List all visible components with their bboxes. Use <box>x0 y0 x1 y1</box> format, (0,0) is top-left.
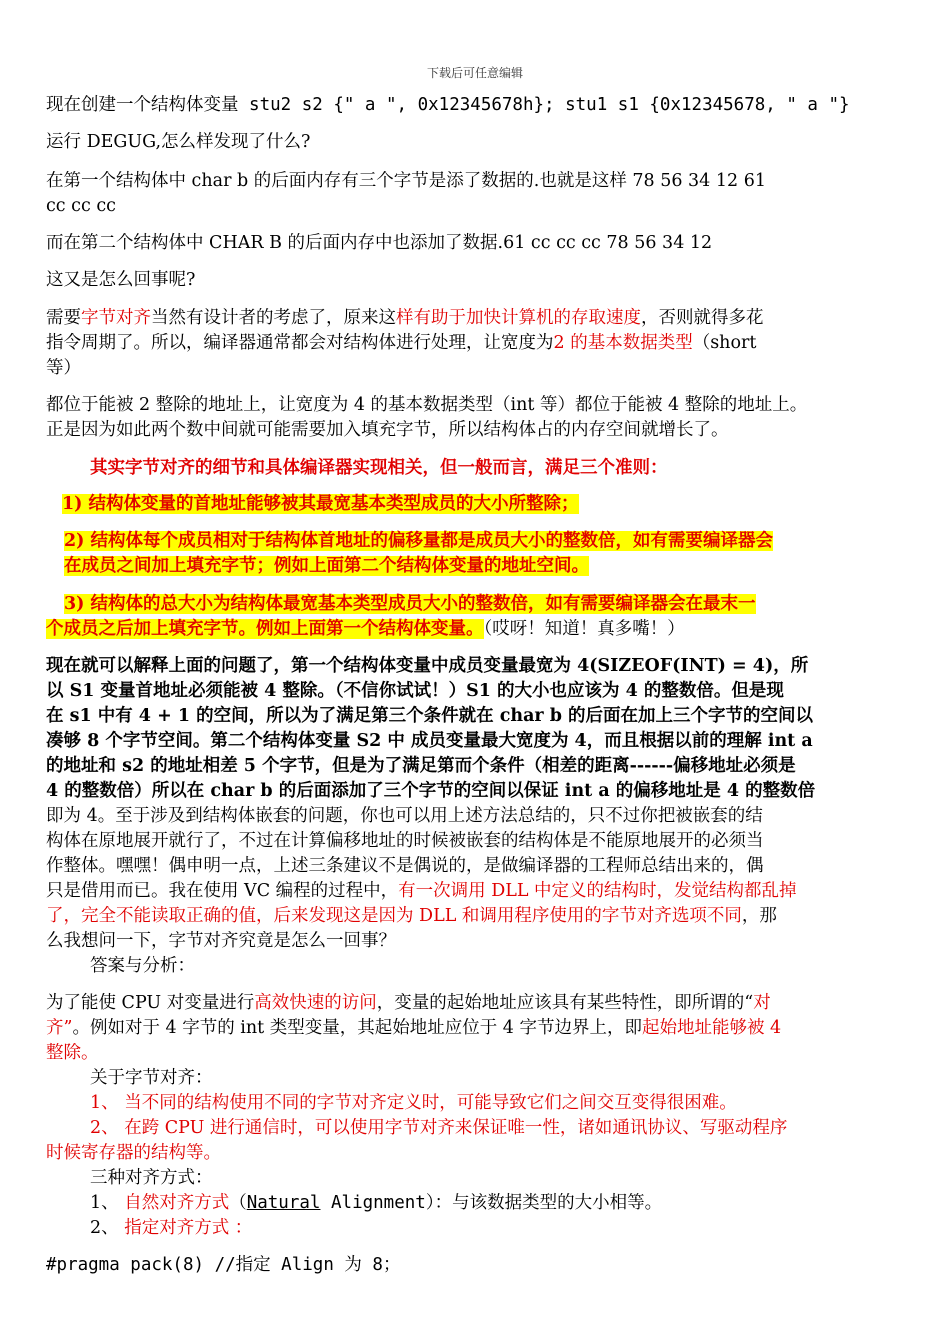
text-line <box>90 1116 908 1140</box>
text-line <box>46 194 908 218</box>
emphasis-run: 高效快速的访问 <box>254 993 377 1013</box>
text-line <box>90 1166 908 1190</box>
text-line <box>46 754 908 778</box>
emphasis-run: 1、 当不同的结构使用不同的字节对齐定义时，可能导致它们之间交互变得很困难。 <box>90 1093 737 1113</box>
highlighted-run: 在成员之间加上填充字节；例如上面第二个结构体变量的地址空间。 <box>64 556 589 576</box>
emphasis-run: 样有助于加快计算机的存取速度 <box>396 308 641 328</box>
text-line <box>46 654 908 678</box>
text-line <box>46 991 908 1015</box>
text-run: ，否则就得多花 <box>641 308 764 328</box>
text-line <box>90 1091 908 1115</box>
text-run: ，变量的起始地址应该具有某些特性，即所谓的“ <box>376 993 754 1013</box>
emphasis-run: 齐” <box>46 1018 73 1038</box>
text-run: #pragma pack(8) //指定 Align 为 8； <box>46 1255 401 1275</box>
text-line <box>46 169 908 193</box>
highlighted-run: 2) 结构体每个成员相对于结构体首地址的偏移量都是成员大小的整数倍，如有需要编译器会 <box>64 531 774 551</box>
emphasis-run: 时候寄存器的结构等。 <box>46 1143 221 1163</box>
rule-3-cont <box>46 617 908 641</box>
text-run: 凑够 8 个字节空间。第二个结构体变量 S2 中 成员变量最大宽度为 4，而且根据以前的理解 int a <box>46 731 813 751</box>
text-line <box>46 1141 908 1165</box>
text-line <box>90 1191 908 1215</box>
text-line <box>90 1216 908 1240</box>
text-run: 的地址和 s2 的地址相差 5 个字节，但是为了满足第而个条件（相差的距离------偏移地址必须是 <box>46 756 796 776</box>
emphasis-run: 指定对齐方式 ： <box>124 1218 253 1238</box>
rule-3 <box>64 592 908 616</box>
highlighted-run: 1) 结构体变量的首地址能够被其最宽基本类型成员的大小所整除； <box>62 494 579 514</box>
text-line <box>90 954 908 978</box>
text-run: 都位于能被 2 整除的地址上，让宽度为 4 的基本数据类型（int 等）都位于能被 4 整除的地址上。 <box>46 395 808 415</box>
text-run: （short <box>692 333 757 353</box>
text-line <box>46 929 908 953</box>
underlined-run: Natural <box>246 1193 321 1213</box>
text-run: 构体在原地展开就行了，不过在计算偏移地址的时候被嵌套的结构体是不能原地展开的必须当 <box>46 831 764 851</box>
text-run: 以 S1 变量首地址必须能被 4 整除。（不信你试试！）S1 的大小也应该为 4 的整数倍。但是现 <box>46 681 784 701</box>
text-run: Alignment）：与该数据类型的大小相等。 <box>320 1193 663 1213</box>
text-run: ，那 <box>741 906 777 926</box>
text-run: 关于字节对齐： <box>90 1068 213 1088</box>
text-run: 正是因为如此两个数中间就可能需要加入填充字节，所以结构体占的内存空间就增长了。 <box>46 420 729 440</box>
text-line <box>46 268 908 292</box>
text-line <box>90 1066 908 1090</box>
text-run: 其实字节对齐的细节和具体编译器实现相关，但一般而言，满足三个准则： <box>90 458 668 478</box>
text-line <box>46 854 908 878</box>
text-line <box>46 130 908 154</box>
text-run: 在第一个结构体中 char b 的后面内存有三个字节是添了数据的.也就是这样 78 56 34 12 61 <box>46 171 766 191</box>
text-run: 指令周期了。所以，编译器通常都会对结构体进行处理，让宽度为 <box>46 333 554 353</box>
code-line <box>46 1253 908 1277</box>
text-run: 答案与分析： <box>90 956 195 976</box>
rule-2 <box>64 529 908 553</box>
text-line <box>46 704 908 728</box>
text-line <box>46 829 908 853</box>
text-run: 2、 <box>90 1218 125 1238</box>
highlighted-run: 3) 结构体的总大小为结构体最宽基本类型成员大小的整数倍，如有需要编译器会在最末一 <box>64 594 756 614</box>
page-header: 下载后可任意编辑 <box>426 66 523 80</box>
text-run: 当然有设计者的考虑了，原来这 <box>151 308 396 328</box>
emphasis-run: 对 <box>753 993 771 1013</box>
text-run: 需要 <box>46 308 81 328</box>
text-run: 。例如对于 4 字节的 int 类型变量，其起始地址应位于 4 字节边界上，即 <box>72 1018 642 1038</box>
text-run: 作整体。嘿嘿！偶申明一点，上述三条建议不是偶说的，是做编译器的工程师总结出来的，偶 <box>46 856 764 876</box>
text-line <box>46 879 908 903</box>
emphasis-run: 起始地址能够被 4 <box>642 1018 782 1038</box>
text-line <box>46 356 908 380</box>
text-run: 只是借用而已。我在使用 VC 编程的过程中， <box>46 881 399 901</box>
emphasis-run: 字节对齐 <box>81 308 151 328</box>
emphasis-run: 2、 在跨 CPU 进行通信时，可以使用字节对齐来保证唯一性，诸如通讯协议、写驱动程序 <box>90 1118 788 1138</box>
text-run: 三种对齐方式： <box>90 1168 213 1188</box>
emphasis-run: 2 的基本数据类型 <box>553 333 693 353</box>
text-run: 运行 DEGUG,怎么样发现了什么? <box>46 132 311 152</box>
text-run: （ <box>229 1193 247 1213</box>
text-line <box>46 1041 908 1065</box>
text-line <box>46 231 908 255</box>
text-line <box>46 679 908 703</box>
text-line <box>46 393 908 417</box>
text-line <box>46 306 908 330</box>
text-run: 在 s1 中有 4 + 1 的空间，所以为了满足第三个条件就在 char b 的后面在加上三个字节的空间以 <box>46 706 814 726</box>
text-run: 1、 <box>90 1193 125 1213</box>
emphasis-run: 整除。 <box>46 1043 99 1063</box>
text-run: 么我想问一下，字节对齐究竟是怎么一回事？ <box>46 931 396 951</box>
rule-intro <box>90 456 908 480</box>
text-run: 等） <box>46 358 81 378</box>
text-line <box>46 779 908 803</box>
emphasis-run: 自然对齐方式 <box>124 1193 230 1213</box>
text-run: 即为 4。至于涉及到结构体嵌套的问题，你也可以用上述方法总结的，只不过你把被嵌套的结 <box>46 806 763 826</box>
highlighted-run: 个成员之后加上填充字节。例如上面第一个结构体变量。 <box>46 619 484 639</box>
text-line <box>46 729 908 753</box>
text-run: 现在创建一个结构体变量 stu2 s2 {" a ", 0x12345678h}; stu1 s1 {0x12345678, " a "} <box>46 95 850 115</box>
emphasis-run: 了，完全不能读取正确的值，后来发现这是因为 DLL 和调用程序使用的字节对齐选项不同 <box>46 906 742 926</box>
emphasis-run: 有一次调用 DLL 中定义的结构时，发觉结构都乱掉 <box>398 881 797 901</box>
text-line <box>46 331 908 355</box>
text-line <box>46 904 908 928</box>
text-line <box>46 418 908 442</box>
text-run: 现在就可以解释上面的问题了，第一个结构体变量中成员变量最宽为 4(SIZEOF(INT) = 4)，所 <box>46 656 809 676</box>
text-run: 4 的整数倍）所以在 char b 的后面添加了三个字节的空间以保证 int a 的偏移地址是 4 的整数倍 <box>46 781 816 801</box>
text-run: cc cc cc <box>46 196 116 216</box>
text-line <box>46 1016 908 1040</box>
text-run: （哎呀！知道！真多嘴！） <box>483 619 685 639</box>
text-run: 为了能使 CPU 对变量进行 <box>46 993 255 1013</box>
text-run: 这又是怎么回事呢? <box>46 270 196 290</box>
rule-2-cont <box>64 554 908 578</box>
text-line <box>46 93 908 117</box>
rule-1 <box>62 492 908 516</box>
text-run: 而在第二个结构体中 CHAR B 的后面内存中也添加了数据.61 cc cc cc 78 56 34 12 <box>46 233 713 253</box>
text-line <box>46 804 908 828</box>
